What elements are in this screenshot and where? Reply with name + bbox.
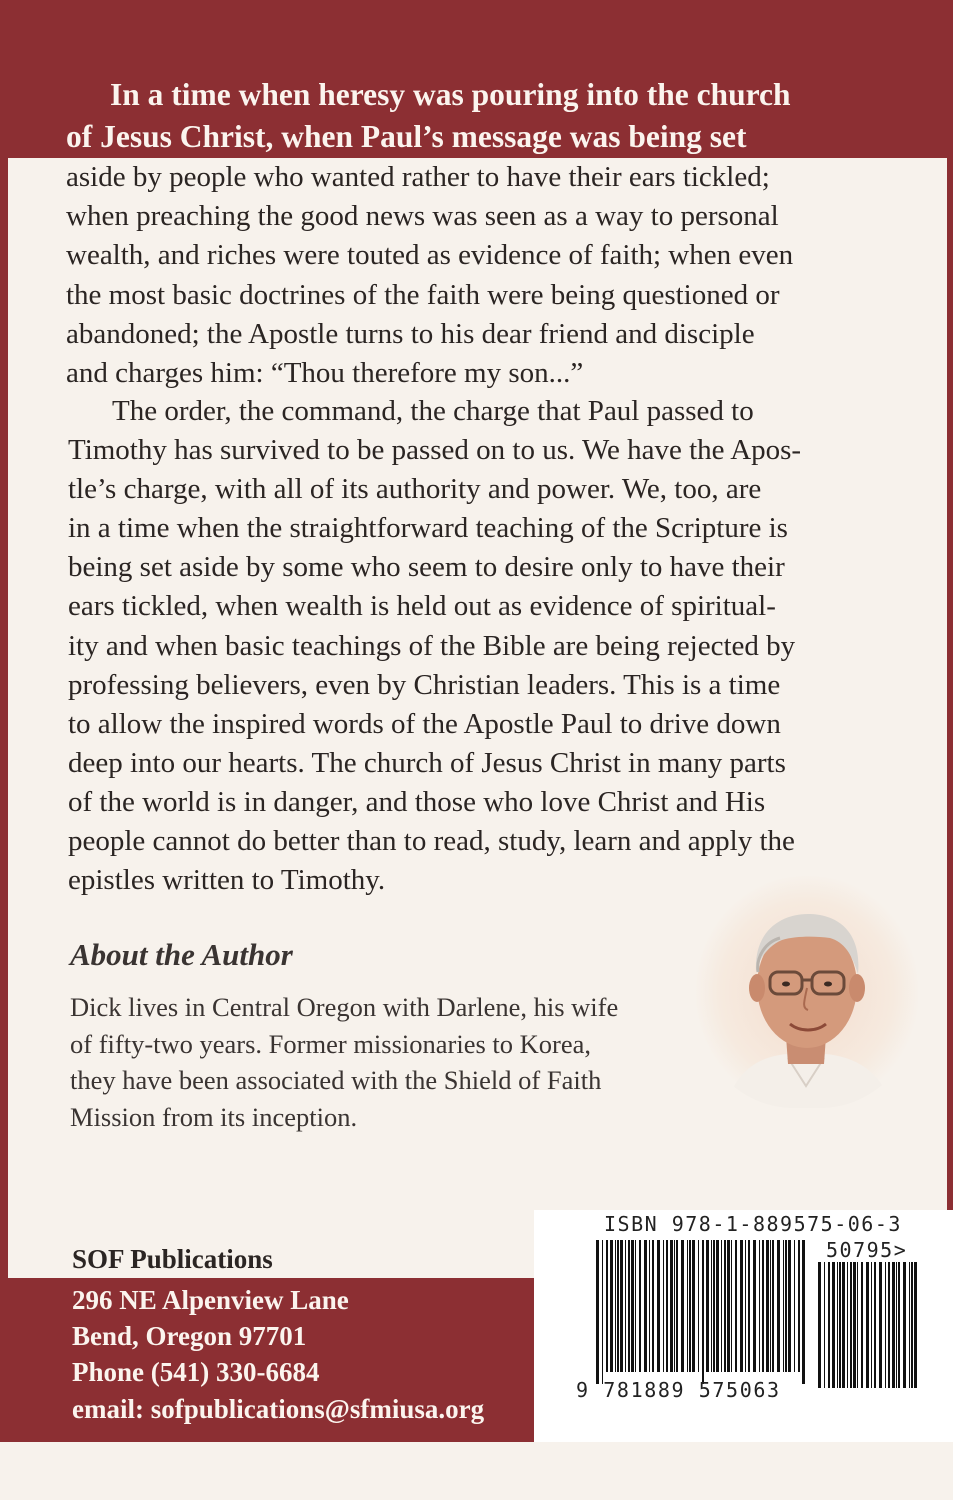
barcode-bar [676,1240,678,1372]
barcode-bar [735,1240,737,1372]
barcode-bar [772,1240,774,1372]
text-line: to allow the inspired words of the Apostle Paul to drive down [68,707,781,740]
text-line: abandoned; the Apostle turns to his dear friend and disciple [66,317,755,350]
barcode-bar [850,1262,852,1388]
barcode-bar [706,1240,709,1372]
intro-paragraph [66,158,888,393]
barcode-bar [666,1240,668,1372]
barcode-bar [861,1262,863,1388]
barcode-bar [898,1262,900,1388]
barcode-bar [702,1240,704,1384]
intro-line-2: of Jesus Christ, when Paul’s message was being set [66,119,747,154]
barcode-bar [639,1240,641,1372]
barcode-bar [903,1262,906,1388]
ean-digits: 9 781889 575063 [576,1378,781,1402]
text-line: tle’s charge, with all of its authority and power. We, too, are [68,473,762,506]
barcode-bar [620,1240,623,1372]
barcode-bar [879,1262,882,1388]
publisher-name: SOF Publications [72,1244,273,1274]
price-code: 50795> [826,1238,908,1262]
barcode-bar [631,1240,634,1372]
barcode-bar [727,1240,730,1372]
left-red-border [0,158,8,1278]
author-photo [696,876,918,1108]
barcode-bar [644,1240,647,1372]
text-line: and charges him: “Thou therefore my son...” [66,357,584,390]
publisher-address: 296 NE Alpenview Lane [72,1285,349,1315]
barcode-bar [615,1240,616,1372]
barcode-bar [857,1262,858,1388]
barcode-bar [839,1262,841,1388]
barcode-bar [711,1240,712,1372]
barcode-bar [628,1240,630,1372]
barcode-bar [828,1262,830,1388]
intro-line-1: In a time when heresy was pouring into the church [110,77,791,112]
barcode-bar [689,1240,691,1372]
text-line: ears tickled, when wealth is held out as evidence of spiritual- [68,590,776,623]
barcode-bar [713,1240,715,1372]
barcode-bar [687,1240,688,1372]
text-line: The order, the command, the charge that Paul passed to [112,395,754,427]
barcode-bar [888,1262,890,1388]
barcode-bar [842,1262,845,1388]
text-line: wealth, and riches were touted as evidence of faith; when even [66,239,794,272]
barcode-bar [602,1240,603,1384]
right-red-border [947,158,953,1278]
barcode-bar [610,1240,613,1372]
barcode-bar [785,1240,787,1372]
barcode-bar [606,1240,608,1372]
barcode-bar [871,1262,872,1388]
text-line: Mission from its inception. [70,1101,358,1132]
barcode-bar [847,1262,848,1388]
barcode-bar [670,1240,673,1372]
barcode-bar [892,1262,895,1388]
price-barcode [818,1262,918,1388]
barcode-bar [766,1240,769,1372]
text-line: of the world is in danger, and those who love Christ and His [68,785,766,818]
barcode-bar [681,1240,684,1372]
text-line: in a time when the straightforward teaching of the Scripture is [68,512,788,545]
author-bio [70,989,710,1135]
barcode-bar [777,1240,780,1372]
barcode-bar [909,1262,910,1388]
text-line: professing believers, even by Christian leaders. This is a time [68,668,781,701]
barcode-bar [824,1262,825,1388]
barcode-bar [866,1262,869,1388]
text-line: when preaching the good news was seen as a way to personal [66,200,779,233]
about-author-heading: About the Author [70,937,293,972]
barcode-bar [657,1240,660,1372]
text-line: the most basic doctrines of the faith were being questioned or [66,278,780,311]
barcode-bar [716,1240,719,1372]
body-paragraph-2 [68,392,888,900]
barcode-bar [625,1240,626,1372]
text-line: they have been associated with the Shield of Faith [70,1065,602,1095]
barcode-bar [788,1240,791,1372]
barcode-bar [617,1240,619,1372]
barcode-bar [692,1240,695,1372]
publisher-contact [72,1282,484,1427]
barcode-bar [802,1240,805,1384]
barcode-bar [740,1240,743,1372]
publisher-phone: Phone (541) 330-6684 [72,1357,320,1388]
barcode-bar [914,1262,917,1388]
barcode-bar [832,1262,835,1388]
intro-heading [66,74,896,158]
barcode-bar [874,1262,876,1388]
barcode-bar [698,1240,699,1372]
text-line: deep into our hearts. The church of Jesus Christ in many parts [68,746,786,779]
text-line: of fifty-two years. Former missionaries to Korea, [70,1028,592,1059]
barcode-bar [635,1240,636,1372]
publisher-email: email: sofpublications@sfmiusa.org [72,1393,485,1424]
barcode-bar [649,1240,650,1372]
barcode-bar [896,1262,897,1388]
barcode-bar [731,1240,732,1372]
barcode-bar [674,1240,675,1372]
text-line: aside by people who wanted rather to have their ears tickled; [66,161,770,193]
barcode-bar [770,1240,771,1372]
text-line: ity and when basic teachings of the Bible are being rejected by [68,629,796,662]
barcode-bar [596,1240,599,1384]
ean-barcode [596,1240,808,1384]
barcode-bar [762,1240,764,1372]
isbn-label: ISBN 978-1-889575-06-3 [604,1212,902,1236]
barcode-bar [783,1240,784,1372]
barcode-bar [818,1262,821,1388]
barcode-bar [663,1240,664,1372]
text-line: epistles written to Timothy. [68,864,386,897]
publisher-city: Bend, Oregon 97701 [72,1321,307,1352]
barcode-bar [724,1240,726,1372]
barcode-bar [721,1240,722,1372]
barcode-bar [745,1240,746,1372]
barcode-bar [911,1262,913,1388]
barcode-bar [798,1240,800,1372]
barcode-bar [748,1240,750,1372]
text-line: Timothy has survived to be passed on to us. We have the Apos- [68,434,802,467]
text-line: being set aside by some who seem to desire only to have their [68,551,785,584]
author-portrait-illustration [696,876,918,1108]
barcode-bar [652,1240,654,1372]
barcode-bar [759,1240,760,1372]
barcode-bar [794,1240,795,1372]
barcode-bar [753,1240,756,1372]
barcode-bar [837,1262,838,1388]
barcode-bar [853,1262,856,1388]
barcode-bar [885,1262,886,1388]
text-line: Dick lives in Central Oregon with Darlene, his wife [70,992,619,1022]
text-line: people cannot do better than to read, study, learn and apply the [68,825,795,858]
